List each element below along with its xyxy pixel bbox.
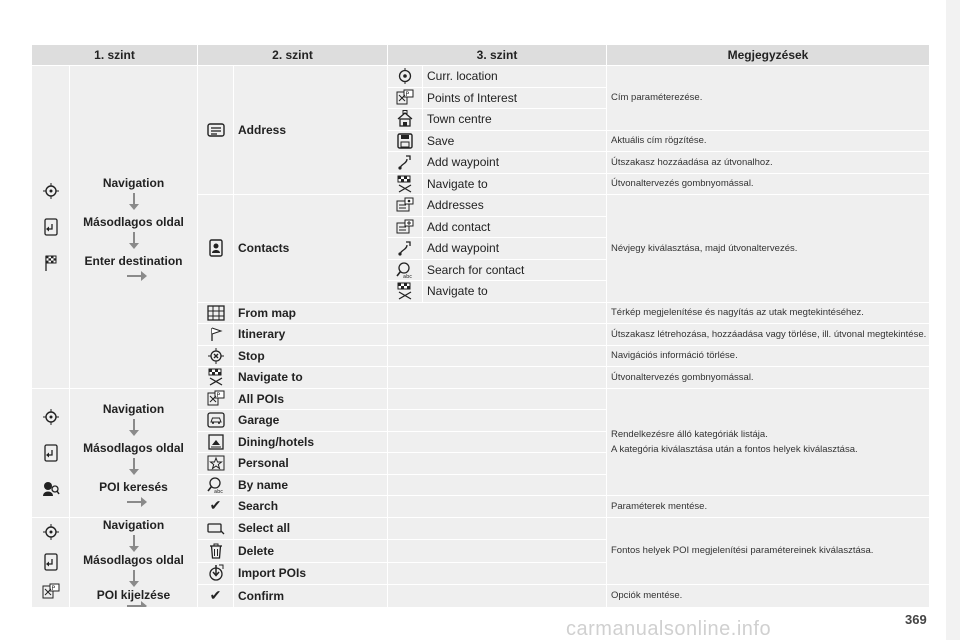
level3-town-centre[interactable]: Town centre <box>423 109 607 131</box>
remark-from-map: Térkép megjelenítése és nagyítás az utak megtekintéséhez. <box>607 302 930 324</box>
remark-stop: Navigációs információ törlése. <box>607 345 930 367</box>
check-icon: ✔ <box>209 497 222 514</box>
level3-add-waypoint[interactable]: Add waypoint <box>423 152 607 174</box>
section2-path <box>70 388 198 517</box>
arrow-down-icon <box>133 193 135 205</box>
address-icon-cell <box>198 66 234 195</box>
level2-garage[interactable]: Garage <box>234 410 388 432</box>
level3-add-waypoint-contacts[interactable]: Add waypoint <box>423 238 607 260</box>
section3-path <box>70 517 198 607</box>
level2-search[interactable]: Search <box>234 496 388 518</box>
page-number: 369 <box>905 612 927 627</box>
remark-itinerary: Útszakasz létrehozása, hozzáadása vagy törlése, ill. útvonal megtekintése. <box>607 324 930 346</box>
import-icon <box>207 564 225 582</box>
section3-icons <box>32 517 70 607</box>
arrow-down-icon <box>133 535 135 547</box>
back-icon <box>43 444 59 462</box>
waypoint-icon <box>397 240 413 256</box>
level3-save[interactable]: Save <box>423 130 607 152</box>
path-level-3: Enter destination <box>84 254 183 269</box>
navigate-icon <box>396 175 414 193</box>
crosshair-icon <box>42 182 60 200</box>
address-icon <box>207 122 225 138</box>
header-remarks: Megjegyzések <box>607 45 930 66</box>
svg-text:P: P <box>216 391 220 399</box>
remark-poi-display: Fontos helyek POI megjelenítési paramétereinek kiválasztása. <box>607 517 930 585</box>
town-icon <box>396 110 414 128</box>
level2-select-all[interactable]: Select all <box>234 517 388 540</box>
save-icon <box>397 133 413 149</box>
star-icon <box>207 455 225 471</box>
arrow-down-icon <box>133 232 135 244</box>
back-icon <box>43 218 59 236</box>
level3-navigate-to-contacts[interactable]: Navigate to <box>423 281 607 303</box>
stop-icon <box>207 347 225 365</box>
navigate-icon <box>396 282 414 300</box>
level3-points-of-interest[interactable]: Points of Interest <box>423 87 607 109</box>
level2-all-pois[interactable]: All POIs <box>234 388 388 410</box>
arrow-right-icon <box>127 275 141 277</box>
contacts-icon-cell <box>198 195 234 303</box>
header-level-3: 3. szint <box>388 45 607 66</box>
header-level-2: 2. szint <box>198 45 388 66</box>
search-name-icon <box>207 476 225 494</box>
path-level-3: POI keresés <box>99 480 168 494</box>
navigation-menu-table <box>31 44 930 608</box>
level3-curr-location[interactable]: Curr. location <box>423 66 607 88</box>
poi-icon <box>207 390 225 408</box>
section1-icons <box>32 66 70 389</box>
remark-search: Paraméterek mentése. <box>607 496 930 518</box>
remark-line: Rendelkezésre álló kategóriák listája. <box>611 428 768 440</box>
navigate-icon <box>207 368 225 386</box>
path-level-1: Navigation <box>102 402 165 416</box>
remark-address: Cím paraméterezése. <box>607 66 930 131</box>
svg-text:abc: abc <box>213 488 223 494</box>
level2-delete[interactable]: Delete <box>234 540 388 563</box>
path-level-2: Másodlagos oldal <box>83 552 184 567</box>
crosshair-icon <box>42 523 60 541</box>
remark-navigate-to-l2: Útvonaltervezés gombnyomással. <box>607 367 930 389</box>
arrow-down-icon <box>133 570 135 582</box>
check-icon: ✔ <box>209 586 222 603</box>
level2-itinerary[interactable]: Itinerary <box>234 324 388 346</box>
arrow-down-icon <box>133 458 135 470</box>
level2-dining-hotels[interactable]: Dining/hotels <box>234 431 388 453</box>
level3-navigate-to[interactable]: Navigate to <box>423 173 607 195</box>
path-level-1: Navigation <box>102 517 165 532</box>
itinerary-icon <box>209 326 223 342</box>
remark-confirm: Opciók mentése. <box>607 585 930 608</box>
level2-stop[interactable]: Stop <box>234 345 388 367</box>
location-icon <box>396 68 414 84</box>
level3-addresses[interactable]: Addresses <box>423 195 607 217</box>
level2-confirm[interactable]: Confirm <box>234 585 388 608</box>
select-all-icon <box>207 521 225 535</box>
path-level-3: POI kijelzése <box>96 587 171 602</box>
addresses-icon <box>396 197 414 213</box>
remark-line: A kategória kiválasztása után a fontos helyek kiválasztása. <box>611 443 858 455</box>
path-level-2: Másodlagos oldal <box>83 215 184 230</box>
add-contact-icon <box>396 219 414 235</box>
remark-add-waypoint: Útszakasz hozzáadása az útvonalhoz. <box>607 152 930 174</box>
path-level-2: Másodlagos oldal <box>83 441 184 455</box>
level2-by-name[interactable]: By name <box>234 474 388 496</box>
trash-icon <box>209 543 223 559</box>
remark-poi-categories <box>607 388 930 496</box>
arrow-right-icon <box>127 501 141 503</box>
level3-add-contact[interactable]: Add contact <box>423 216 607 238</box>
scrollbar[interactable] <box>946 0 960 640</box>
remark-navigate-to: Útvonaltervezés gombnyomással. <box>607 173 930 195</box>
level2-navigate-to[interactable]: Navigate to <box>234 367 388 389</box>
contacts-icon <box>208 239 224 257</box>
poi-icon <box>396 89 414 107</box>
header-level-1: 1. szint <box>32 45 198 66</box>
garage-icon <box>207 412 225 428</box>
section2-icons <box>32 388 70 517</box>
crosshair-icon <box>42 408 60 426</box>
dining-icon <box>208 434 224 450</box>
remark-save: Aktuális cím rögzítése. <box>607 130 930 152</box>
level2-from-map[interactable]: From map <box>234 302 388 324</box>
waypoint-icon <box>397 154 413 170</box>
svg-text:P: P <box>405 90 410 98</box>
level2-personal[interactable]: Personal <box>234 453 388 475</box>
level2-contacts[interactable]: Contacts <box>234 195 388 303</box>
arrow-right-icon <box>127 605 141 607</box>
section1-path <box>70 66 198 389</box>
flag-icon <box>43 254 59 272</box>
path-level-1: Navigation <box>102 176 165 191</box>
back-icon <box>43 553 59 571</box>
watermark: carmanualsonline.info <box>566 618 772 640</box>
level3-search-for-contact[interactable]: Search for contact <box>423 259 607 281</box>
poi-search-icon <box>42 480 60 498</box>
level2-address[interactable]: Address <box>234 66 388 195</box>
arrow-down-icon <box>133 419 135 431</box>
level2-import-pois[interactable]: Import POIs <box>234 562 388 585</box>
map-icon <box>207 305 225 321</box>
svg-text:P: P <box>51 585 55 592</box>
svg-text:abc: abc <box>403 273 412 279</box>
search-contact-icon <box>396 261 414 279</box>
remark-contacts: Névjegy kiválasztása, majd útvonaltervezés. <box>607 195 930 303</box>
poi-icon <box>42 583 60 601</box>
